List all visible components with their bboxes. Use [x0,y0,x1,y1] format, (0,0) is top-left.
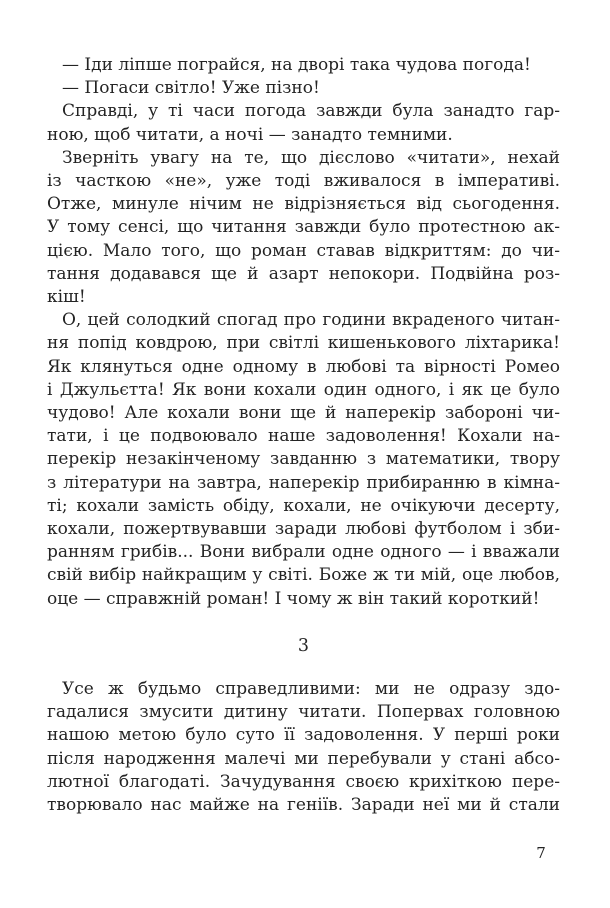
text-line: О, цей солодкий спогад про години вкраденого читан- [62,310,560,331]
text-line: кохали, пожертвувавши заради любові футболом і зби- [47,519,560,540]
text-line: тання додавався ще й азарт непокори. Подвійна роз- [47,263,560,284]
text-line: цією. Мало того, що роман ставав відкриттям: до чи- [47,240,560,261]
text-line: лютної благодаті. Зачудування своєю крихіткою пере- [47,771,560,792]
text-line: кіш! [47,287,86,308]
paragraph [47,100,560,146]
text-line: нашою метою було суто її задоволення. У перші роки [47,725,560,746]
text-line: ті; кохали замість обіду, кохали, не очікуючи десерту, [47,495,560,516]
text-line: оце — справжній роман! І чому ж він такий короткий! [47,588,540,609]
paragraph [47,147,560,309]
text-line: Як клянуться одне одному в любові та вірності Ромео [47,356,560,377]
paragraph [47,77,560,100]
text-line: — Іди ліпше пограйся, на дворі така чудова погода! [62,55,531,75]
text-line: Усе ж будьмо справедливими: ми не одразу здо- [62,679,560,700]
text-line: з літератури на завтра, наперекір прибиранню в кімна- [47,472,560,493]
section-heading: 3 [297,635,310,656]
paragraph [47,678,560,817]
text-line: — Погаси світло! Уже пізно! [62,78,320,99]
text-line: перекір незакінченому завданню з математики, твору [47,449,560,470]
text-line: Отже, минуле нічим не відрізняється від сьогодення. [47,194,560,215]
text-line: тати, і це подвоювало наше задоволення! Кохали на- [47,426,560,447]
text-line: і Джульєтта! Як вони кохали один одного, і як це було [47,379,560,400]
paragraph [47,54,560,77]
text-line: свій вибір найкращим у світі. Боже ж ти мій, оце любов, [47,565,560,586]
text-line: після народження малечі ми перебували у стані абсо- [47,748,560,769]
text-line: із часткою «не», уже тоді вживалося в імперативі. [47,171,560,192]
page-number: 7 [536,844,546,862]
text-line: ною, щоб читати, а ночі — занадто темними. [47,124,453,145]
text-line: ня попід ковдрою, при світлі кишенькового ліхтарика! [47,333,560,354]
text-line: творювало нас майже на геніїв. Заради неї ми й стали [47,795,560,816]
page-text [47,54,560,817]
text-line: Справді, у ті часи погода завжди була занадто гар- [62,101,560,122]
text-line: ранням грибів... Вони вибрали одне одного — і вважали [47,542,560,563]
text-line: гадалися змусити дитину читати. Попервах головною [47,702,560,723]
text-line: У тому сенсі, що читання завжди було протестною ак- [47,217,560,238]
paragraph [47,309,560,611]
text-line: чудово! Але кохали вони ще й наперекір забороні чи- [47,403,560,424]
text-line: Зверніть увагу на те, що дієслово «читати», нехай [62,147,560,168]
